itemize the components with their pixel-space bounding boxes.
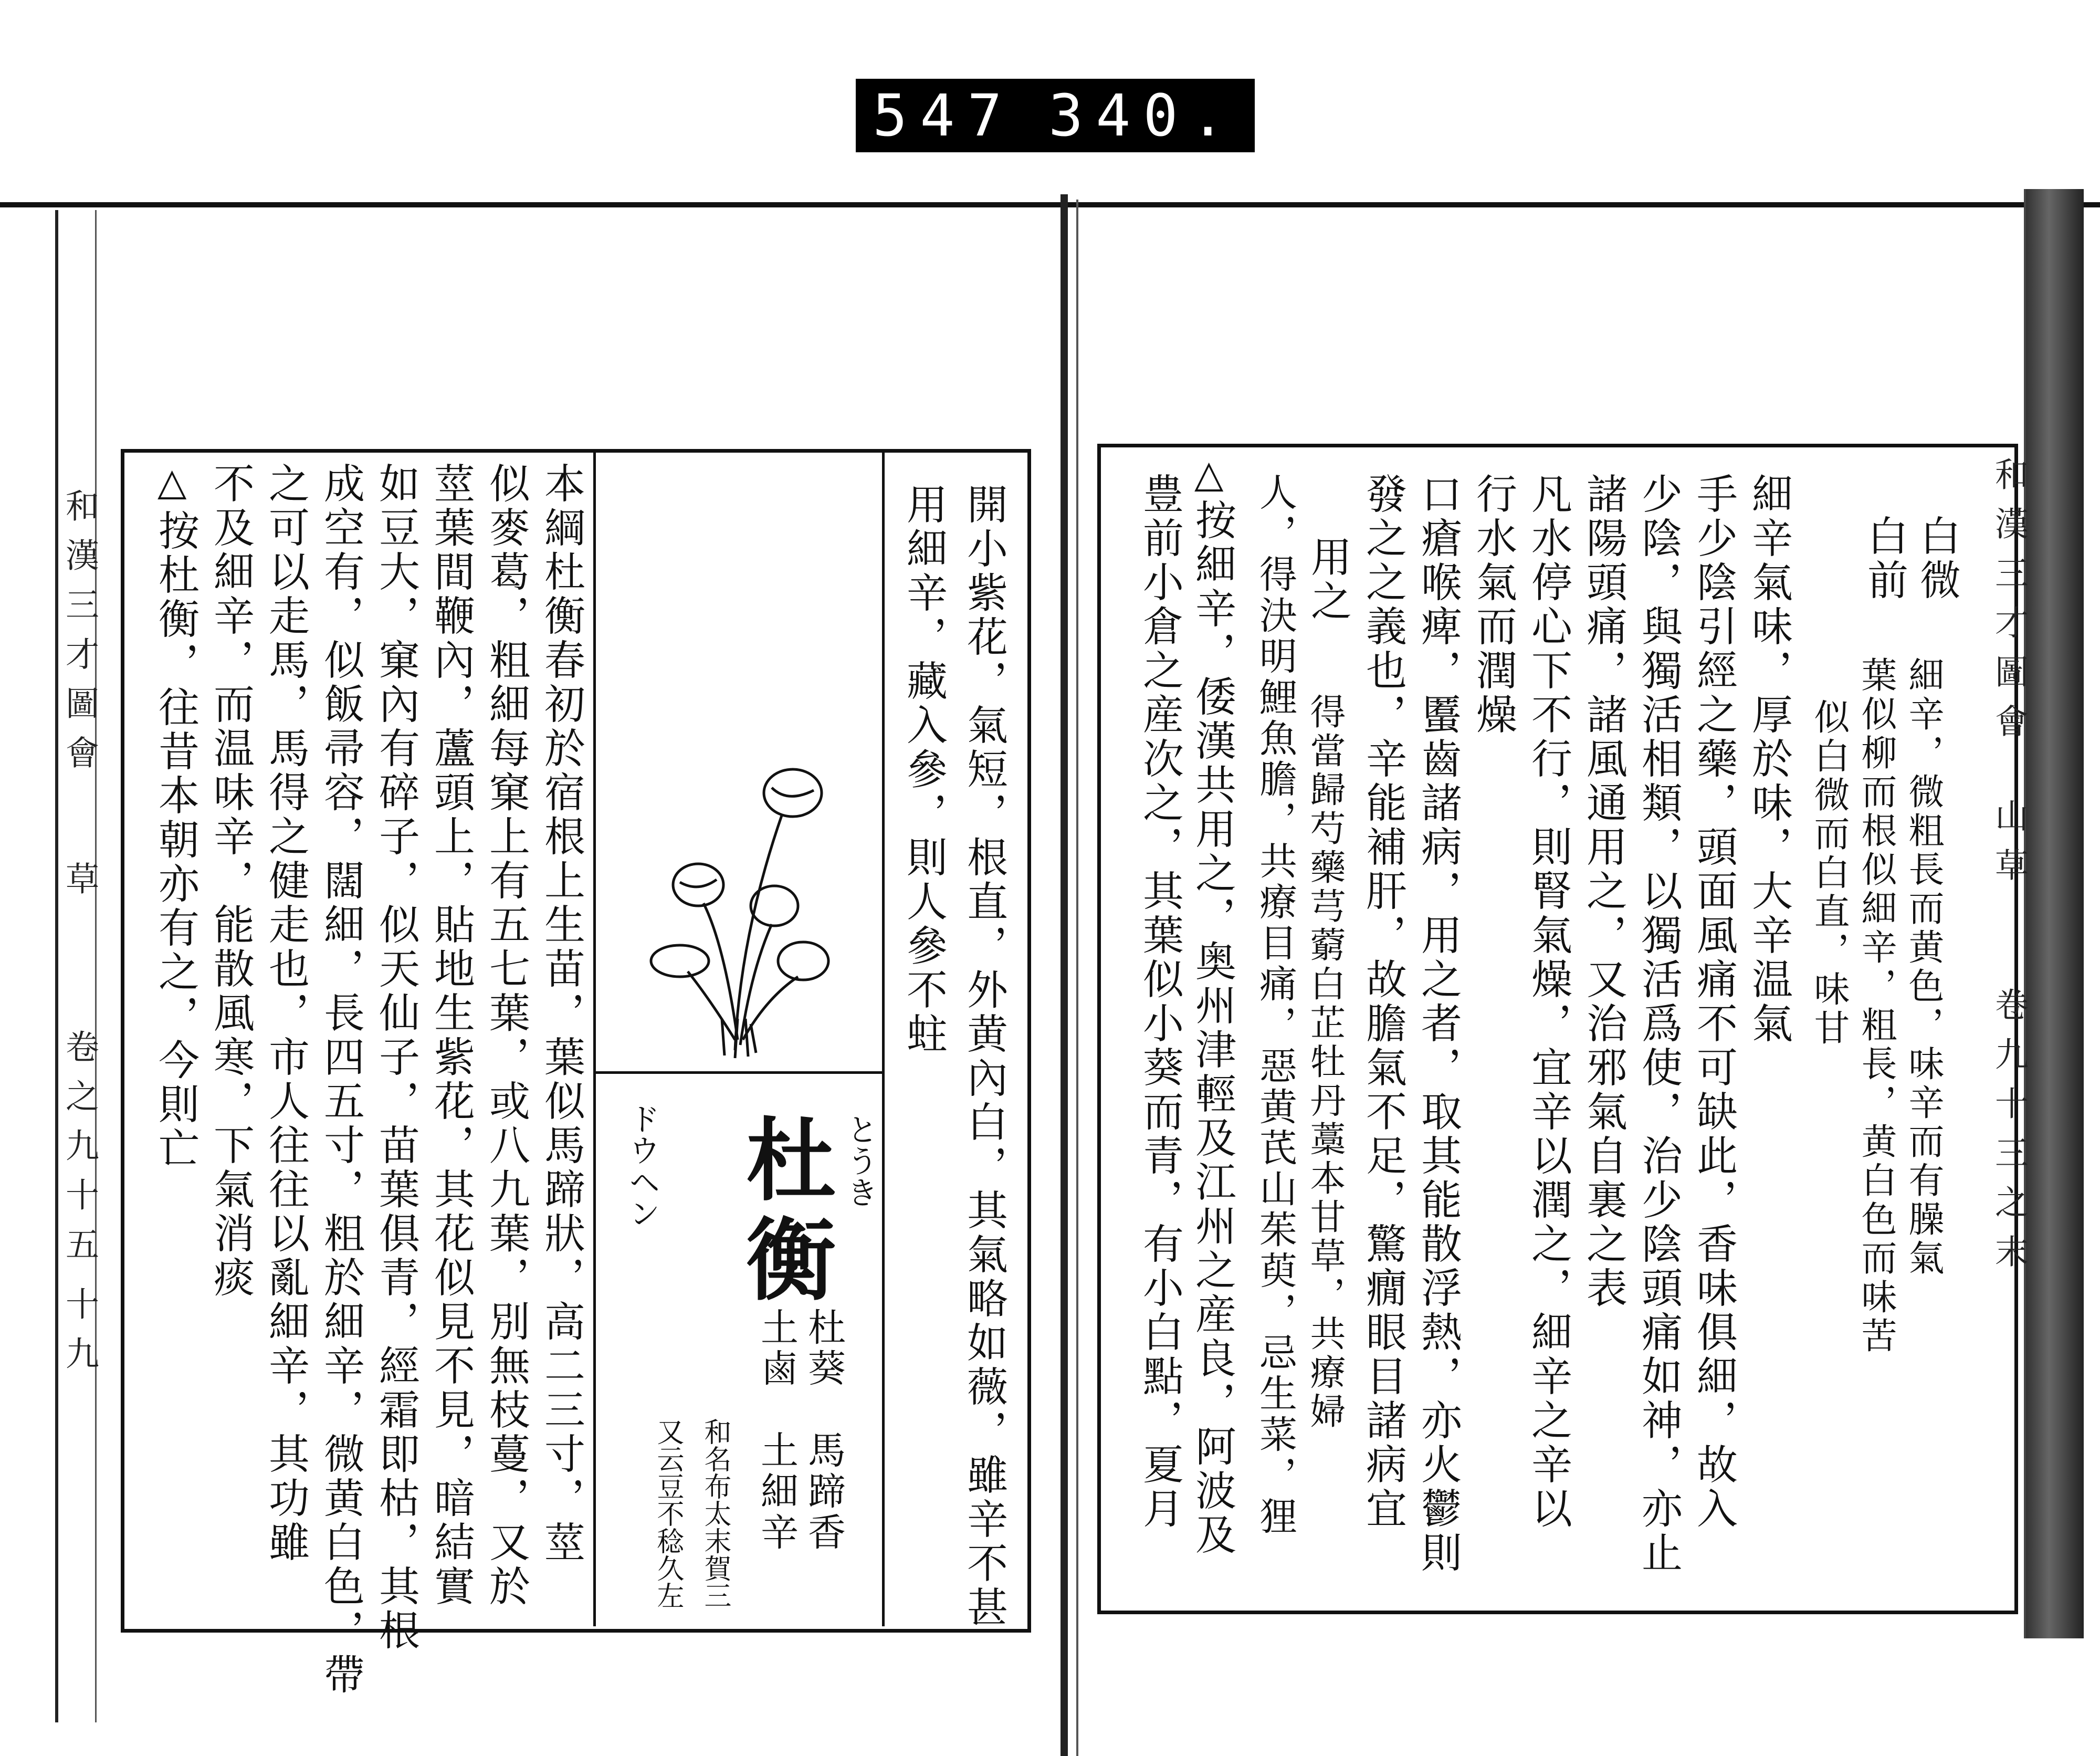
illustration-caption-rule [596, 1071, 882, 1074]
left-divider-illustration [593, 453, 596, 1626]
left-margin-volume: 卷之九十五 [60, 1029, 99, 1276]
main-column-6: 之可以走馬，馬得之健走也，市人往往以亂細辛，其功雖 [262, 462, 309, 1565]
main-column-2: 似麥葛，粗細每窠上有五七葉，或八九葉，別無枝蔓，又於 [482, 462, 530, 1609]
main-column-8: 按杜衡，往昔本朝亦有之，今則亡 [152, 509, 199, 1171]
main-column-3: 莖葉間鞭內，蘆頭上，貼地生紫花，其花似見不見，暗結實 [427, 462, 475, 1609]
wamyo-2: 又云豆不稔久左 [652, 1418, 684, 1609]
right-column-11: 行水氣而潤燥 [1469, 473, 1517, 737]
right-column-6: 細辛氣味，厚於味，大辛温氣 [1745, 473, 1792, 1046]
katakana-reading: ドウヘン [624, 1103, 660, 1229]
right-column-7: 手少陰引經之藥，頭面風痛不可缺此，香味俱細，故入 [1690, 473, 1737, 1531]
left-margin-title: 和漢三才圖會 [60, 488, 99, 785]
right-column-13: 發之之義也，辛能補肝，故膽氣不足，驚癇眼目諸病宜 [1359, 473, 1406, 1531]
top-rule [0, 202, 2100, 207]
triangle-marker-icon-right: △ [1194, 452, 1224, 496]
left-margin-folio: 十九 [60, 1287, 99, 1385]
main-column-1: 本綱杜衡春初於宿根上生苗，葉似馬蹄狀，高二三寸，莖 [538, 462, 585, 1565]
right-column-15: 得當歸芍藥芎藭白芷牡丹藁本甘草，共療婦 [1304, 693, 1346, 1431]
catalog-label [856, 79, 1255, 152]
right-column-1: 白微 [1913, 515, 1960, 603]
right-column-18: 豊前小倉之産次之，其葉似小葵而青，有小白點，夏月 [1136, 473, 1183, 1531]
main-column-7: 不及細辛，而温味辛，能散風寒，下氣消痰 [207, 462, 254, 1300]
right-column-16: 人，得決明鯉魚膽，共療目痛，惡黄芪山茱萸，忌生菜，狸 [1253, 473, 1297, 1538]
wild-ginger-plant-illustration [630, 725, 850, 1061]
right-margin-section: 山草 [1989, 798, 2028, 897]
right-column-2: 白前 [1861, 515, 1908, 603]
right-column-5: 似白微而白直，味甘 [1808, 698, 1850, 1048]
main-column-5: 成空有，似飯帚容，闊細，長四五寸，粗於細辛，微黄白色，帶 [317, 462, 364, 1697]
right-column-14: 用之 [1304, 536, 1351, 624]
catalog-number-left: 547 [873, 82, 1015, 149]
right-margin-volume: 卷九十三之末 [1989, 987, 2028, 1283]
top-column-1: 開小紫花，氣短，根直，外黄內白，其氣略如薇，雖辛不甚 [960, 483, 1007, 1630]
triangle-marker-icon: △ [158, 459, 187, 504]
main-column-4: 如豆大，窠內有碎子，似天仙子，苗葉俱青，經霜即枯，其根 [372, 462, 419, 1653]
right-column-12: 口瘡喉痺，𧏾齒諸病，用之者，取其能散浮熱，亦火鬱則 [1414, 473, 1462, 1575]
alias-1: 杜葵 馬蹄香 [802, 1308, 846, 1553]
book-spine-inner [1076, 200, 1078, 1756]
right-margin-title: 和漢三才圖會 [1989, 457, 2028, 753]
book-spine [1060, 194, 1068, 1756]
wamyo-1: 和名布太末賀三 [699, 1418, 731, 1609]
right-page-edge [2024, 189, 2084, 1638]
left-margin-section: 草 [60, 861, 99, 911]
illustration-kana: とうき [842, 1113, 878, 1208]
right-column-3: 細辛，微粗長而黄色，味辛而有臊氣 [1903, 656, 1944, 1278]
right-column-9: 諸陽頭痛，諸風通用之，又治邪氣自裏之表 [1580, 473, 1627, 1311]
left-page-edge [55, 210, 97, 1722]
right-column-10: 凡水停心下不行，則腎氣燥，宜辛以潤之，細辛之辛以 [1525, 473, 1572, 1531]
right-column-8: 少陰，與獨活相類，以獨活爲使，治少陰頭痛如神，亦止 [1635, 473, 1682, 1575]
catalog-number-right: 340. [1048, 82, 1238, 149]
left-divider-top-text [882, 453, 885, 1626]
right-column-17: 按細辛，倭漢共用之，奥州津輕及江州之産良，阿波及 [1189, 499, 1236, 1558]
right-column-4: 葉似柳而根似細辛，粗長，黄白色而味苦 [1855, 656, 1897, 1356]
top-column-2: 用細辛，藏入參，則人參不蛀 [900, 483, 947, 1057]
illustration-name: 杜衡 [731, 1113, 836, 1313]
alias-2: 土鹵 土細辛 [754, 1308, 799, 1553]
